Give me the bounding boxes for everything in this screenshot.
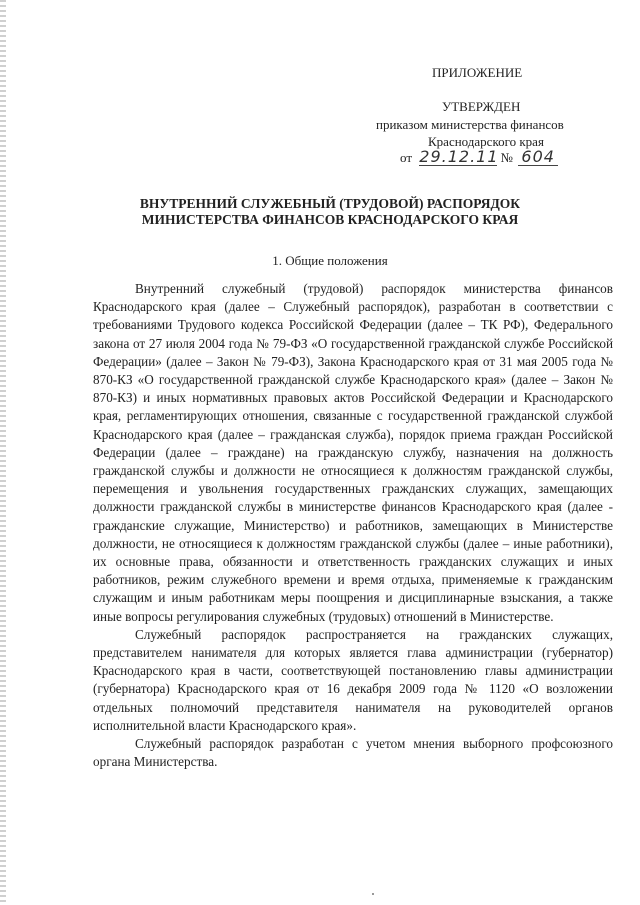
appendix-label: ПРИЛОЖЕНИЕ [432, 65, 523, 80]
scan-speck [372, 893, 374, 895]
order-line: приказом министерства финансов [376, 117, 564, 132]
binding-edge [0, 0, 6, 905]
region-line: Краснодарского края [428, 134, 544, 149]
paragraph: Внутренний служебный (трудовой) распорядок министерства финансов Краснодарского края (далее – Служебный распорядок), разработан в соответствии с требованиями Трудового кодекса Российской Федерации (далее – ТК РФ), Федерального закона от 27 июля 2004 года № 79-ФЗ «О государственной гражданской службе Российской Федерации» (далее – Закон № 79-ФЗ), Закона Краснодарского края от 31 мая 2005 года № 870-КЗ «О государственной гражданской службе Краснодарского края» (далее – Закон № 870-КЗ) и иных нормативных правовых актов Российской Федерации и Краснодарского края, регламентирующих отношения, связанные с государственной гражданской службой Краснодарского края (далее – гражданская служба), порядок приема граждан Российской Федерации (далее – граждане) на гражданскую службу, назначения на должность гражданской службы и должности не относящиеся к должностям гражданской службы, перемещения и увольнения государственных гражданских служащих, замещающих должности гражданской службы в министерстве финансов Краснодарского края (далее - гражданские служащие, Министерство) и работников, замещающих в Министерстве должности, не относящиеся к должностям гражданской службы (далее – иные работники), их основные права, обязанности и ответственность гражданских служащих и иных работников, режим служебного времени и время отдыха, применяемые к гражданским служащим и иным работникам меры поощрения и дисциплинарные взыскания, а также иные вопросы регулирования служебных (трудовых) отношений в Министерстве. [93, 281, 613, 624]
number-prefix: № [500, 150, 513, 165]
paragraph: Служебный распорядок разработан с учетом мнения выборного профсоюзного органа Министерства. [93, 736, 613, 770]
document-title [80, 196, 580, 228]
handwritten-number: 604 [518, 148, 558, 166]
date-prefix: от [400, 150, 413, 165]
title-line-1: ВНУТРЕННИЙ СЛУЖЕБНЫЙ (ТРУДОВОЙ) РАСПОРЯДОК [139, 196, 521, 211]
section-body [93, 280, 613, 771]
approved-label: УТВЕРЖДЕН [442, 99, 521, 114]
paragraph: Служебный распорядок распространяется на гражданских служащих, представителем нанимателя для которых является глава администрации (губернатор) Краснодарского края в части, соответствующей постановлению главы администрации (губернатора) Краснодарского края от 16 декабря 2009 года № 1120 «О возложении отдельных полномочий представителя нанимателя на руководителей органов исполнительной власти Краснодарского края». [93, 626, 613, 733]
handwritten-date: 29.12.11 [419, 147, 499, 166]
date-number-line [400, 148, 558, 166]
section-heading: 1. Общие положения [272, 253, 388, 268]
title-line-2: МИНИСТЕРСТВА ФИНАНСОВ КРАСНОДАРСКОГО КРАЯ [141, 212, 519, 227]
